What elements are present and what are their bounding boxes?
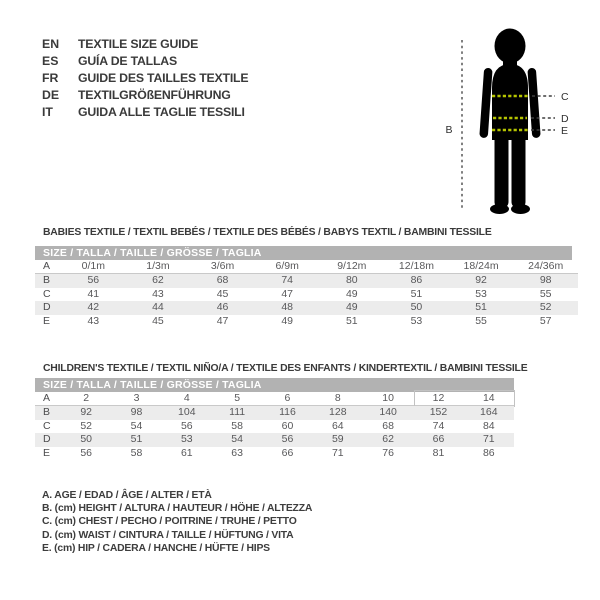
language-code: EN [42,37,60,51]
table-cell: 51 [345,314,358,327]
table-cell: 58 [130,446,143,459]
table-cell: 84 [482,419,495,432]
table-cell: 51 [410,287,423,300]
row-label: E [43,314,51,327]
table-row [35,433,514,446]
table-cell: 86 [410,274,423,287]
table-row [35,392,514,406]
table-cell: 43 [87,314,100,327]
height-measure-line [445,40,462,210]
table-cell: 0/1m [81,260,105,272]
babies-size-table [35,226,578,328]
size-highlight-box [414,390,515,407]
table-cell: 52 [80,419,92,432]
table-cell: 47 [216,314,229,327]
row-label: C [43,287,51,300]
table-row [35,260,578,274]
table-cell: 14 [482,392,495,404]
table-cell: 104 [178,406,196,419]
measurement-legend [42,489,312,555]
table-cell: 48 [281,301,294,314]
table-cell: 74 [432,419,445,432]
table-cell: 45 [216,287,229,300]
table-cell: 54 [130,419,143,432]
language-code: DE [42,88,60,102]
table-row [35,301,578,314]
table-cell: 51 [475,301,487,314]
table-cell: 45 [152,314,164,327]
table-cell: 66 [281,446,294,459]
table-cell: 80 [345,274,358,287]
table-cell: 58 [231,419,243,432]
table-cell: 63 [231,446,243,459]
table-cell: 98 [130,406,143,419]
table-cell: 71 [482,433,495,446]
table-row [35,420,514,433]
table-row [35,447,514,460]
table-cell: 52 [539,301,552,314]
table-cell: 6/9m [275,260,299,272]
table-cell: 47 [281,287,294,300]
table-cell: 12/18m [398,260,434,272]
table-size-header: SIZE / TALLA / TAILLE / GRÖSSE / TAGLIA [35,246,572,260]
table-cell: 56 [87,274,100,287]
table-cell: 152 [429,406,448,419]
language-label: TEXTILGRÖßENFÜHRUNG [78,88,231,102]
child-silhouette [479,29,540,215]
row-label: E [43,446,51,459]
waist-label: D [561,113,569,125]
chest-label: C [561,91,569,103]
table-cell: 12 [432,392,445,404]
table-cell: 50 [410,301,423,314]
table-cell: 44 [152,301,164,314]
child-silhouette-figure [435,10,600,222]
language-label: GUIDE DES TAILLES TEXTILE [78,71,249,85]
table-cell: 50 [80,433,92,446]
table-cell: 61 [180,446,193,459]
table-cell: 56 [180,419,193,432]
table-cell: 68 [382,419,394,432]
table-cell: 164 [480,406,498,419]
table-cell: 56 [281,433,294,446]
table-cell: 116 [279,406,296,419]
table-cell: 140 [379,406,397,419]
legend-line: A. AGE / EDAD / ÂGE / ALTER / ETÀ [42,490,212,501]
table-cell: 57 [539,314,552,327]
legend-line: B. (cm) HEIGHT / ALTURA / HAUTEUR / HÖHE / ALTEZZA [42,503,313,515]
table-cell: 54 [231,433,243,446]
table-cell: 10 [382,392,394,404]
table-rows [35,260,578,328]
row-label: A [43,392,51,404]
table-cell: 49 [345,301,358,314]
table-cell: 18/24m [463,260,499,272]
row-label: B [43,274,51,287]
table-cell: 64 [331,419,344,432]
table-row [35,315,578,328]
child-figure-svg [435,10,600,222]
table-cell: 56 [80,446,92,459]
row-label: A [43,260,51,272]
table-cell: 92 [475,274,487,287]
table-cell: 76 [382,446,394,459]
table-size-header: SIZE / TALLA / TAILLE / GRÖSSE / TAGLIA [35,378,514,392]
height-label: B [445,124,453,136]
table-cell: 4 [183,392,190,404]
table-cell: 49 [281,314,294,327]
legend-line: C. (cm) CHEST / PECHO / POITRINE / TRUHE / PETTO [42,516,297,528]
table-cell: 59 [331,433,344,446]
row-label: D [43,301,51,314]
language-row [42,53,248,70]
language-row [42,87,248,104]
table-cell: 66 [432,433,445,446]
table-cell: 62 [152,274,164,287]
hip-label: E [561,125,569,137]
table-cell: 62 [382,433,394,446]
row-label: C [43,419,51,432]
table-cell: 6 [284,392,291,404]
table-cell: 53 [180,433,193,446]
table-cell: 128 [329,406,347,419]
language-row [42,70,248,87]
table-cell: 46 [216,301,229,314]
language-code: ES [42,54,59,68]
row-label: B [43,406,51,419]
table-row [35,274,578,287]
children-size-table [35,362,528,460]
table-cell: 3/6m [210,260,235,272]
table-cell: 43 [152,287,164,300]
language-code: IT [42,105,53,119]
table-cell: 53 [410,314,423,327]
language-label: TEXTILE SIZE GUIDE [78,37,199,51]
table-cell: 3 [133,392,140,404]
table-cell: 9/12m [337,260,367,272]
language-label: GUIDA ALLE TAGLIE TESSILI [78,105,245,119]
table-cell: 111 [229,406,246,419]
table-cell: 55 [475,314,487,327]
table-cell: 49 [345,287,358,300]
table-cell: 24/36m [528,260,564,272]
legend-line: E. (cm) HIP / CADERA / HANCHE / HÜFTE / HIPS [42,542,270,554]
table-cell: 8 [334,392,341,404]
language-row [42,36,248,53]
table-row [35,406,514,419]
table-cell: 1/3m [146,260,170,272]
table-row [35,288,578,301]
legend-line: D. (cm) WAIST / CINTURA / TAILLE / HÜFTUNG / VITA [42,529,294,541]
table-cell: 41 [87,287,100,300]
table-cell: 5 [234,392,241,404]
table-cell: 86 [482,446,495,459]
table-cell: 74 [281,274,294,287]
table-cell: 53 [475,287,487,300]
language-row [42,104,248,121]
table-cell: 81 [432,446,445,459]
table-cell: 60 [281,419,294,432]
table-cell: 51 [130,433,143,446]
table-cell: 55 [539,287,552,300]
language-code: FR [42,71,59,85]
table-cell: 98 [539,274,552,287]
table-cell: 92 [80,406,92,419]
language-label: GUÍA DE TALLAS [78,54,177,68]
table-cell: 71 [331,446,344,459]
table-cell: 42 [87,301,100,314]
row-label: D [43,433,51,446]
table-rows [35,392,514,460]
table-title: CHILDREN'S TEXTILE / TEXTIL NIÑO/A / TEXTILE DES ENFANTS / KINDERTEXTIL / BAMBINI TESSILE [43,363,528,374]
language-list [42,36,248,121]
table-title: BABIES TEXTILE / TEXTIL BEBÉS / TEXTILE DES BÉBÉS / BABYS TEXTIL / BAMBINI TESSILE [43,227,492,238]
table-cell: 68 [216,274,229,287]
table-cell: 2 [83,392,90,404]
